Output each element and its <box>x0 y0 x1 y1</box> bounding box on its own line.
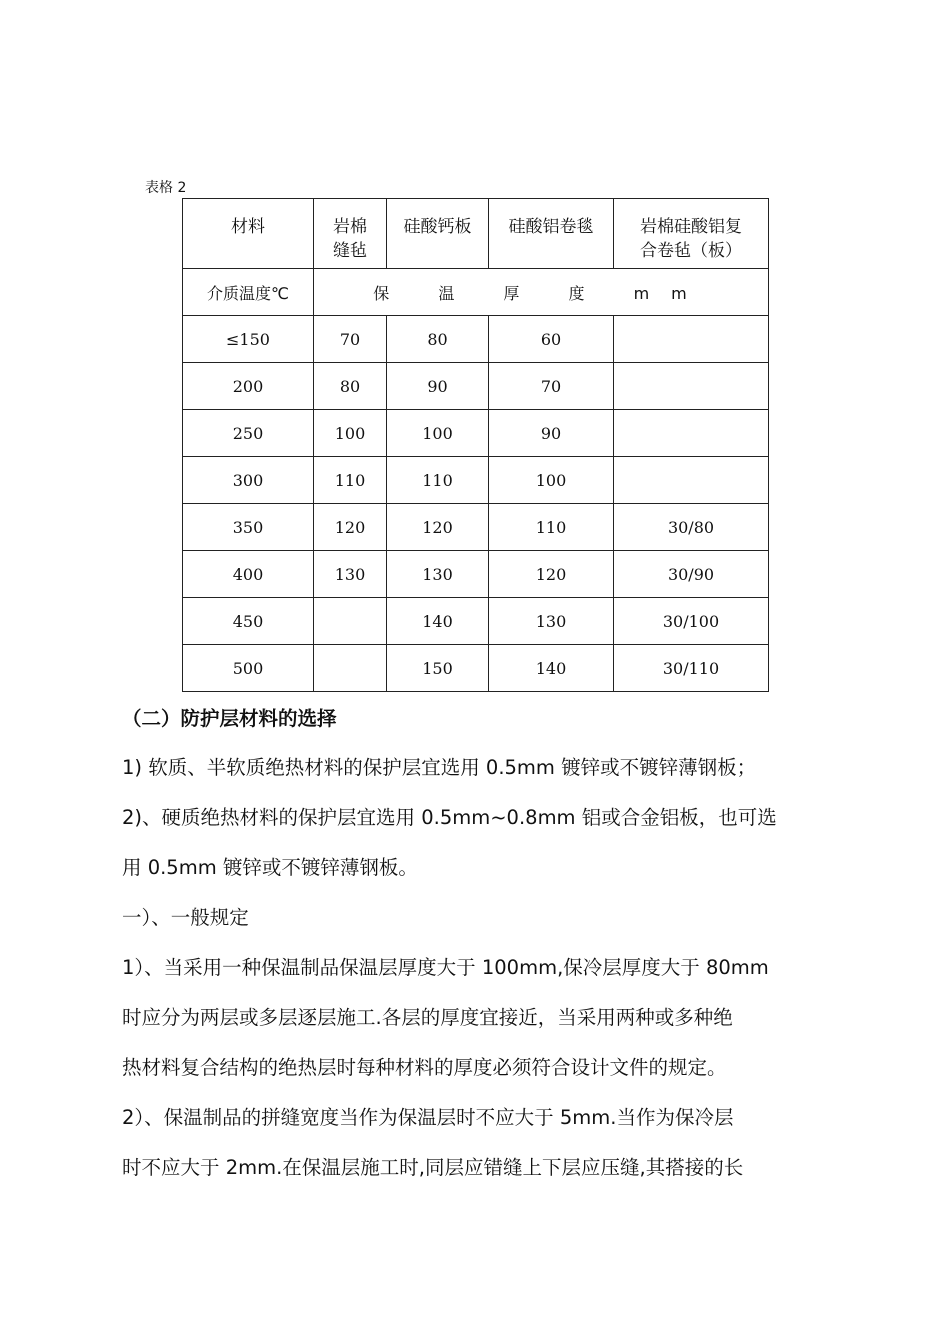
thickness-cell: 90 <box>489 410 614 457</box>
thickness-cell: 60 <box>489 316 614 363</box>
thickness-cell: 80 <box>387 316 489 363</box>
table-caption: 表格 2 <box>145 180 187 196</box>
paragraph-line: 1）、当采用一种保温制品保温层厚度大于 100mm,保冷层厚度大于 80mm <box>122 956 769 979</box>
thickness-cell <box>614 457 769 504</box>
temperature-cell: 500 <box>183 645 314 692</box>
header-rockwool-felt: 岩棉 缝毡 <box>314 199 387 269</box>
table-row <box>183 316 769 363</box>
header-aluminum-silicate: 硅酸铝卷毯 <box>489 199 614 269</box>
paragraph-line: 时不应大于 2mm.在保温层施工时,同层应错缝上下层应压缝,其搭接的长 <box>122 1156 744 1179</box>
table-row <box>183 551 769 598</box>
paragraph-line: 2）、保温制品的拼缝宽度当作为保温层时不应大于 5mm.当作为保冷层 <box>122 1106 734 1129</box>
thickness-cell: 110 <box>387 457 489 504</box>
thickness-cell <box>614 410 769 457</box>
thickness-cell: 110 <box>489 504 614 551</box>
header-row <box>183 199 769 269</box>
temperature-cell: ≤150 <box>183 316 314 363</box>
paragraph-line: 2)、硬质绝热材料的保护层宜选用 0.5mm~0.8mm 铝或合金铝板，也可选 <box>122 806 777 829</box>
thickness-cell <box>314 598 387 645</box>
table-row <box>183 598 769 645</box>
paragraph-line: 一）、一般规定 <box>122 906 249 929</box>
thickness-cell: 120 <box>314 504 387 551</box>
thickness-cell: 100 <box>489 457 614 504</box>
header-material: 材料 <box>183 199 314 269</box>
paragraph-line: 时应分为两层或多层逐层施工.各层的厚度宜接近，当采用两种或多种绝 <box>122 1006 733 1029</box>
paragraph-line: 用 0.5mm 镀锌或不镀锌薄钢板。 <box>122 856 418 879</box>
thickness-cell <box>314 645 387 692</box>
section-heading: （二）防护层材料的选择 <box>122 707 337 730</box>
thickness-cell: 150 <box>387 645 489 692</box>
thickness-cell: 110 <box>314 457 387 504</box>
header-composite: 岩棉硅酸铝复 合卷毡（板） <box>614 199 769 269</box>
thickness-cell: 30/100 <box>614 598 769 645</box>
thickness-cell: 90 <box>387 363 489 410</box>
thickness-cell: 140 <box>489 645 614 692</box>
table-row <box>183 504 769 551</box>
thickness-cell: 130 <box>387 551 489 598</box>
thickness-cell: 140 <box>387 598 489 645</box>
temperature-cell: 250 <box>183 410 314 457</box>
thickness-cell: 130 <box>489 598 614 645</box>
thickness-cell: 30/90 <box>614 551 769 598</box>
thickness-cell: 100 <box>387 410 489 457</box>
thickness-cell <box>614 316 769 363</box>
temperature-cell: 350 <box>183 504 314 551</box>
thickness-cell: 70 <box>489 363 614 410</box>
temperature-cell: 450 <box>183 598 314 645</box>
thickness-unit-label: 保 温 厚 度 mm <box>314 269 769 316</box>
table-row <box>183 457 769 504</box>
thickness-cell: 80 <box>314 363 387 410</box>
thickness-cell: 120 <box>387 504 489 551</box>
table-row <box>183 410 769 457</box>
temperature-label: 介质温度℃ <box>183 269 314 316</box>
thickness-cell: 30/110 <box>614 645 769 692</box>
insulation-thickness-table <box>182 198 769 692</box>
table-row <box>183 363 769 410</box>
thickness-cell: 70 <box>314 316 387 363</box>
temperature-cell: 300 <box>183 457 314 504</box>
header-calcium-silicate: 硅酸钙板 <box>387 199 489 269</box>
temperature-cell: 200 <box>183 363 314 410</box>
thickness-cell: 30/80 <box>614 504 769 551</box>
temperature-cell: 400 <box>183 551 314 598</box>
thickness-cell: 130 <box>314 551 387 598</box>
thickness-cell: 100 <box>314 410 387 457</box>
subheader-row <box>183 269 769 316</box>
paragraph-line: 热材料复合结构的绝热层时每种材料的厚度必须符合设计文件的规定。 <box>122 1056 727 1079</box>
table-row <box>183 645 769 692</box>
paragraph-line: 1) 软质、半软质绝热材料的保护层宜选用 0.5mm 镀锌或不镀锌薄钢板； <box>122 756 757 779</box>
thickness-cell: 120 <box>489 551 614 598</box>
thickness-cell <box>614 363 769 410</box>
